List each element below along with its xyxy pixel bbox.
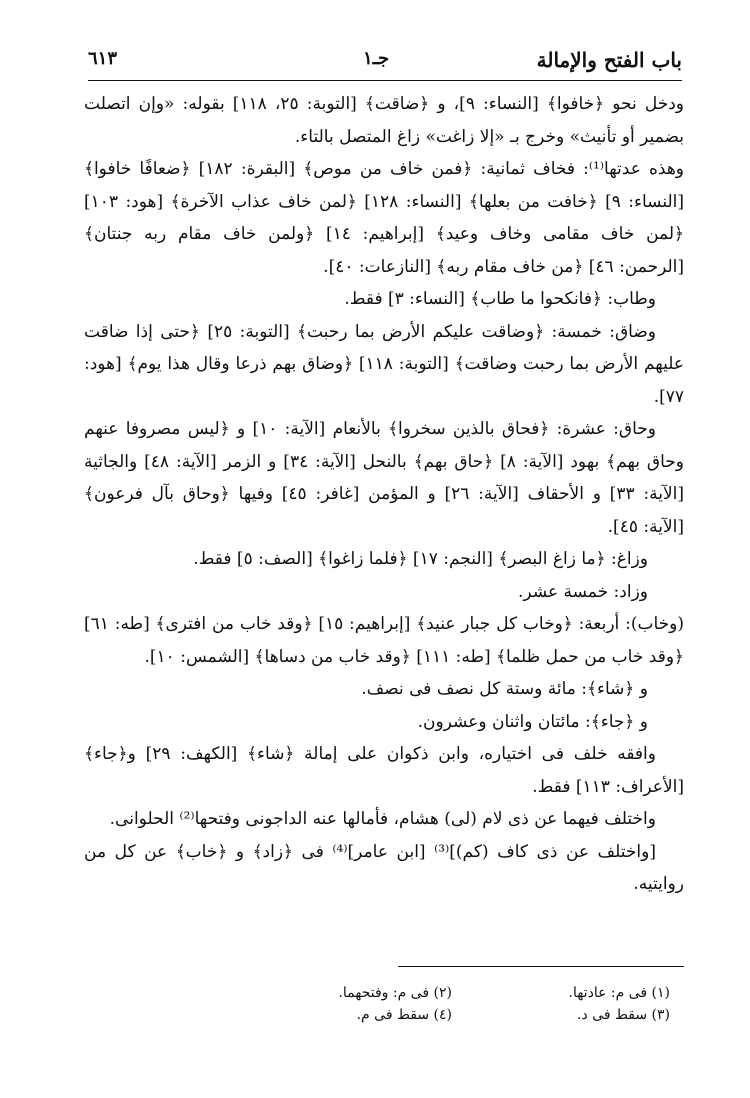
paragraph: واختلف فيهما عن ذى لام (لى) هشام، فأمالها عنه الداجونى وفتحها⁽²⁾ الحلوانى. — [109, 809, 656, 829]
main-text — [84, 88, 684, 901]
paragraph: (وخاب): أربعة: ﴿وخاب كل جبار عنيد﴾ [إبراهيم: ١٥] ﴿وقد خاب من افترى﴾ [طه: ٦١] ﴿وقد خاب من حمل ظلما﴾ [طه: ١١١] ﴿وقد خاب من دساها﴾ [الشمس: ١٠]. — [84, 614, 684, 667]
paragraph: وهذه عدتها⁽¹⁾: فخاف ثمانية: ﴿فمن خاف من موص﴾ [البقرة: ١٨٢] ﴿ضعافًا خافوا﴾ [النساء: ٩] ﴿خافت من بعلها﴾ [النساء: ١٢٨] ﴿لمن خاف عذاب الآخرة﴾ [هود: ١٠٣] ﴿لمن خاف مقامى وخاف وعيد﴾ [إبراهيم: ١٤] ﴿ولمن خاف مقام ربه جنتان﴾ [الرحمن: ٤٦] ﴿من خاف مقام ربه﴾ [النازعات: ٤٠]. — [84, 159, 685, 277]
footnote: (١) فى م: عادتها. — [568, 985, 670, 1001]
paragraph: وحاق: عشرة: ﴿فحاق بالذين سخروا﴾ بالأنعام [الآية: ١٠] و ﴿ليس مصروفا عنهم وحاق بهم﴾ بهود [الآية: ٨] ﴿حاق بهم﴾ بالنحل [الآية: ٣٤] و الزمر [الآية: ٤٨] والجاثية [الآية: ٣٣] و الأحقاف [الآية: ٢٦] و المؤمن [غافر: ٤٥] وفيها ﴿وحاق بآل فرعون﴾ [الآية: ٤٥]. — [84, 419, 685, 537]
paragraph: وزاد: خمسة عشر. — [518, 581, 648, 602]
footnote-rule — [398, 966, 684, 967]
paragraph: و ﴿جاء﴾: مائتان واثنان وعشرون. — [417, 711, 648, 732]
paragraph: و ﴿شاء﴾: مائة وستة كل نصف فى نصف. — [361, 679, 648, 699]
paragraph: وافقه خلف فى اختياره، وابن ذكوان على إمالة ﴿شاء﴾ [الكهف: ٢٩] و﴿جاء﴾ [الأعراف: ١١٣] فقط. — [84, 744, 684, 797]
header-rule — [88, 80, 682, 81]
page-number: ٦١٣ — [88, 48, 118, 69]
paragraph: وزاغ: ﴿ما زاغ البصر﴾ [النجم: ١٧] ﴿فلما زاغوا﴾ [الصف: ٥] فقط. — [193, 549, 648, 569]
paragraph: وضاق: خمسة: ﴿وضاقت عليكم الأرض بما رحبت﴾ [التوبة: ٢٥] ﴿حتى إذا ضاقت عليهم الأرض بما رحبت وضاقت﴾ [التوبة: ١١٨] ﴿وضاق بهم ذرعا وقال هذا يوم﴾ [هود: ٧٧]. — [84, 321, 684, 407]
paragraph: وطاب: ﴿فانكحوا ما طاب﴾ [النساء: ٣] فقط. — [344, 289, 656, 309]
chapter-title: باب الفتح والإمالة — [536, 48, 682, 72]
paragraph: ودخل نحو ﴿خافوا﴾ [النساء: ٩]، و ﴿ضاقت﴾ [التوبة: ٢٥، ١١٨] بقوله: «وإن اتصلت بضمير أو تأنيث» وخرج بـ «إلا زاغت» زاغ المتصل بالتاء. — [84, 94, 684, 147]
page-header — [88, 42, 682, 80]
paragraph: [واختلف عن ذى كاف (كم)]⁽³⁾ [ابن عامر]⁽⁴⁾ فى ﴿زاد﴾ و ﴿خاب﴾ عن كل من روايتيه. — [84, 841, 684, 894]
volume-label: جـ١ — [363, 48, 390, 69]
footnote: (٢) فى م: وفتحهما. — [338, 985, 452, 1001]
footnote: (٤) سقط فى م. — [356, 1007, 452, 1023]
footnote: (٣) سقط فى د. — [577, 1007, 670, 1023]
